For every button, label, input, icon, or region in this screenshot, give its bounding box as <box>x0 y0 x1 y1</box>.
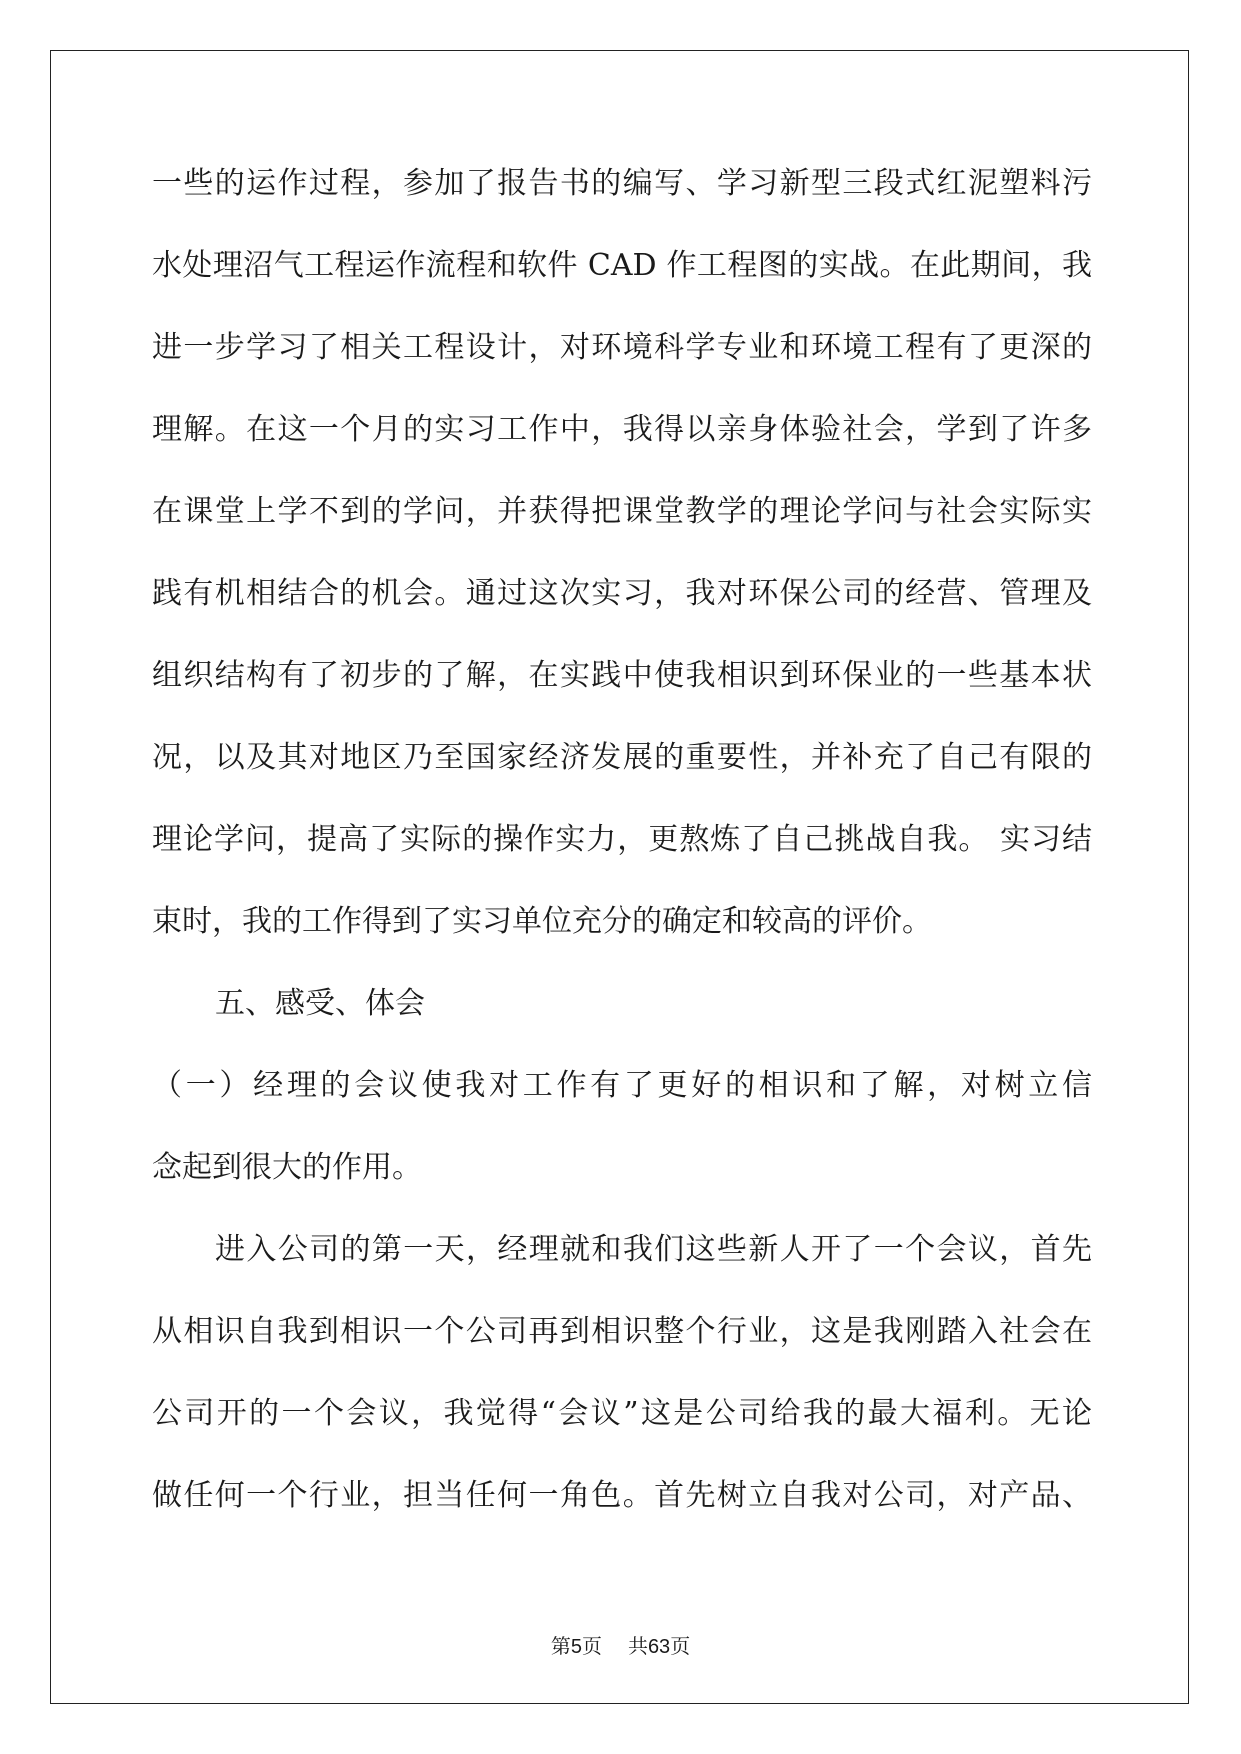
subsection-line: 念起到很大的作用。 <box>152 1150 422 1185</box>
text-line: 组织结构有了初步的了解，在实践中使我相识到环保业的一些基本状 <box>152 658 1092 693</box>
text-line: 从相识自我到相识一个公司再到相识整个行业，这是我刚踏入社会在 <box>152 1314 1092 1349</box>
total-pages: 63 <box>647 1636 671 1658</box>
page-suffix: 页 <box>581 1634 602 1658</box>
document-body <box>152 164 1092 1558</box>
text-line: 理解。在这一个月的实习工作中，我得以亲身体验社会，学到了许多 <box>152 412 1092 447</box>
total-prefix: 共 <box>627 1634 648 1658</box>
text-line: 水处理沼气工程运作流程和软件 CAD 作工程图的实战。在此期间，我 <box>152 248 1092 283</box>
total-suffix: 页 <box>670 1634 691 1658</box>
text-line: 践有机相结合的机会。通过这次实习，我对环保公司的经营、管理及 <box>152 576 1092 611</box>
page-number: 5 <box>570 1636 582 1658</box>
text-line: 况，以及其对地区乃至国家经济发展的重要性，并补充了自己有限的 <box>152 740 1092 775</box>
text-line: 公司开的一个会议，我觉得“会议”这是公司给我的最大福利。无论 <box>152 1396 1092 1431</box>
section-heading: 五、感受、体会 <box>215 986 425 1021</box>
text-line: 理论学问，提高了实际的操作实力，更熬炼了自己挑战自我。 实习结 <box>152 822 1092 857</box>
text-line: 进一步学习了相关工程设计，对环境科学专业和环境工程有了更深的 <box>152 330 1092 365</box>
text-line: 在课堂上学不到的学问，并获得把课堂教学的理论学问与社会实际实 <box>152 494 1092 529</box>
page-prefix: 第 <box>550 1634 571 1658</box>
page-footer <box>0 1630 1241 1659</box>
text-line: 一些的运作过程，参加了报告书的编写、学习新型三段式红泥塑料污 <box>152 166 1092 201</box>
text-line: 进入公司的第一天，经理就和我们这些新人开了一个会议，首先 <box>215 1232 1092 1267</box>
subsection-line: （一）经理的会议使我对工作有了更好的相识和了解，对树立信 <box>152 1068 1092 1103</box>
text-line: 束时，我的工作得到了实习单位充分的确定和较高的评价。 <box>152 904 932 939</box>
text-line: 做任何一个行业，担当任何一角色。首先树立自我对公司，对产品、 <box>152 1478 1092 1513</box>
